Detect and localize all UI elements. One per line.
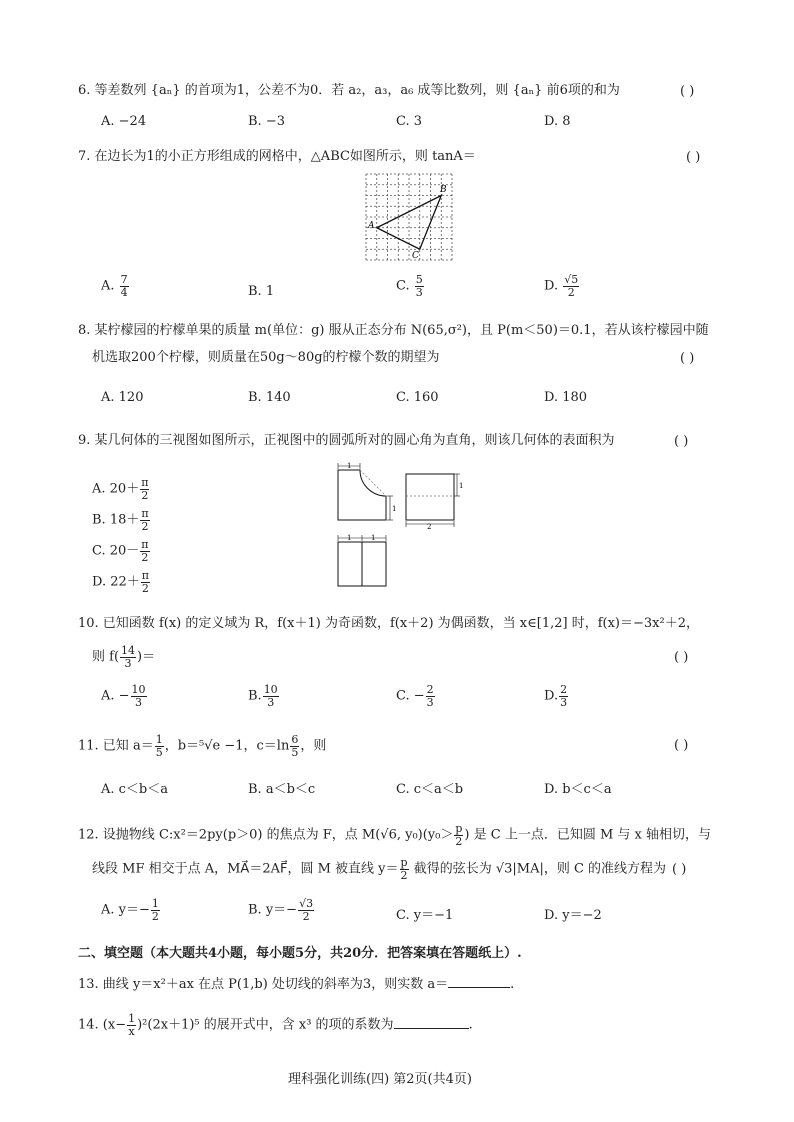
q11-stem: 11. 已知 a＝ $\frac{1}{5}$ ，b＝⁵√e −1，c＝ln $\frac{6}{5}$ ，则 (78, 733, 327, 759)
q7-answer-paren: ( ) (686, 150, 701, 165)
q8-stem-line1: 8. 某柠檬园的柠檬单果的质量 m(单位：g) 服从正态分布 N(65,σ²)，且 P(m＜50)＝0.1，若从该柠檬园中随 (78, 323, 709, 338)
q11-option-d: D. b＜c＜a (544, 782, 612, 797)
q9-answer-paren: ( ) (674, 434, 689, 449)
q8-option-d: D. 180 (544, 390, 588, 405)
q9-dim-right: 1 (392, 505, 397, 513)
q10-option-c: C. − $\frac{2}{3}$ (396, 683, 434, 709)
q9-stem: 9. 某几何体的三视图如图所示，正视图中的圆弧所对的圆心角为直角，则该几何体的表面积为 (78, 433, 615, 448)
section-fill-in-heading: 二、填空题（本大题共4小题，每小题5分，共20分．把答案填在答题纸上）. (78, 946, 522, 961)
q11-option-b: B. a＜b＜c (248, 782, 316, 797)
q8-answer-paren: ( ) (680, 351, 695, 366)
q6-option-b: B. −3 (248, 114, 285, 129)
q10-option-d: D. $\frac{2}{3}$ (544, 683, 568, 709)
q9-side-view (406, 474, 454, 520)
q9-dim-top-right: 1 (371, 534, 376, 542)
q12-stem-line2: 线段 MF 相交于点 A，MA⃗＝2AF⃗，圆 M 被直线 y＝ $\frac{p}{2}$ 截得的弦长为 √3|MA|，则 C 的准线方程为 (92, 856, 667, 882)
q6-option-c: C. 3 (396, 114, 423, 129)
q10-stem-line1: 10. 已知函数 f(x) 的定义域为 R，f(x＋1) 为奇函数，f(x＋2) 为偶函数，当 x∈[1,2] 时，f(x)＝−3x²＋2， (78, 616, 699, 631)
q13-answer-blank[interactable] (448, 977, 510, 988)
q12-option-a: A. y＝− $\frac{1}{2}$ (101, 897, 159, 923)
q8-stem-line2: 机选取200个柠檬，则质量在50g～80g的柠檬个数的期望为 (92, 350, 440, 365)
q11-option-c: C. c＜a＜b (396, 782, 464, 797)
q6-option-d: D. 8 (544, 114, 571, 129)
q12-option-b: B. y＝− $\frac{√3}{2}$ (248, 897, 314, 923)
q7-grid-figure (362, 170, 456, 264)
q9-option-b: B. 18＋ $\frac{\pi}{2}$ (92, 507, 149, 533)
q9-front-view (338, 470, 386, 520)
q9-option-a: A. 20＋ $\frac{\pi}{2}$ (92, 476, 149, 502)
q9-option-d: D. 22＋ $\frac{\pi}{2}$ (92, 569, 150, 595)
q6-stem: 6. 等差数列 {aₙ} 的首项为1，公差不为0．若 a₂，a₃，a₆ 成等比数列，则 {aₙ} 前6项的和为 (78, 83, 620, 98)
q9-dim-top: 1 (347, 462, 352, 470)
q13-stem: 13. 曲线 y＝x²＋ax 在点 P(1,b) 处切线的斜率为3，则实数 a＝ . (78, 977, 515, 992)
q6-answer-paren: ( ) (680, 84, 695, 99)
q9-dim-side-width: 2 (427, 523, 432, 531)
q14-answer-blank[interactable] (394, 1018, 469, 1029)
q9-dim-top-left: 1 (347, 534, 352, 542)
q8-option-b: B. 140 (248, 390, 291, 405)
q10-option-b: B. $\frac{10}{3}$ (248, 683, 278, 709)
q11-answer-paren: ( ) (674, 738, 689, 753)
q7-option-a: A. $\frac{7}{4}$ (101, 273, 128, 299)
q9-option-c: C. 20－ $\frac{\pi}{2}$ (92, 538, 149, 564)
q9-three-view-figure (328, 460, 468, 590)
q8-option-c: C. 160 (396, 390, 439, 405)
q10-option-a: A. − $\frac{10}{3}$ (101, 683, 146, 709)
q6-option-a: A. −24 (101, 114, 147, 129)
q7-option-d: D. $\frac{√5}{2}$ (544, 273, 579, 299)
page-footer: 理科强化训练(四) 第2页(共4页) (288, 1072, 472, 1087)
q12-answer-paren: ( ) (672, 862, 687, 877)
q12-option-c: C. y＝−1 (396, 908, 454, 923)
q8-option-a: A. 120 (101, 390, 144, 405)
q7-vertex-c: C (412, 251, 419, 261)
q9-dim-side-height: 1 (459, 482, 464, 490)
q11-option-a: A. c＜b＜a (101, 782, 169, 797)
q7-stem: 7. 在边长为1的小正方形组成的网格中，△ABC如图所示，则 tanA＝ (78, 149, 476, 164)
q10-stem-line2: 则 f( $\frac{14}{3}$ )＝ (92, 644, 156, 670)
q10-answer-paren: ( ) (674, 650, 689, 665)
q9-top-view (338, 542, 386, 586)
q7-vertex-b: B (440, 185, 447, 195)
q7-vertex-a: A (368, 221, 375, 231)
q12-option-d: D. y＝−2 (544, 908, 602, 923)
q7-option-c: C. $\frac{5}{3}$ (396, 273, 423, 299)
q14-stem: 14. (x− $\frac{1}{x}$ )²(2x＋1)⁵ 的展开式中，含 x³ 的项的系数为 . (78, 1012, 473, 1038)
q12-stem-line1: 12. 设抛物线 C:x²＝2py(p＞0) 的焦点为 F，点 M(√6, y₀)(y₀＞ $\frac{p}{2}$ ) 是 C 上一点．已知圆 M 与 x 轴相切，与 (78, 822, 711, 848)
q7-option-b: B. 1 (248, 284, 275, 299)
